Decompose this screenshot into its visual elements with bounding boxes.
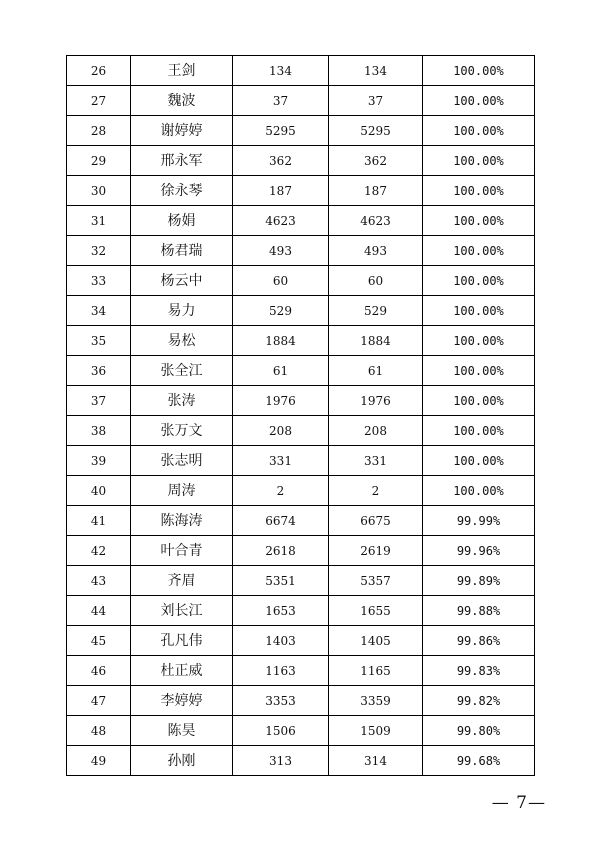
row-number-cell: 40 — [67, 476, 131, 506]
count-b-cell: 5295 — [329, 116, 423, 146]
row-number-cell: 44 — [67, 596, 131, 626]
name-cell: 杨娟 — [131, 206, 233, 236]
count-b-cell: 61 — [329, 356, 423, 386]
table-row — [67, 236, 535, 266]
name-cell: 谢婷婷 — [131, 116, 233, 146]
table-body — [67, 56, 535, 776]
count-b-cell: 3359 — [329, 686, 423, 716]
table-row — [67, 266, 535, 296]
name-cell: 杨云中 — [131, 266, 233, 296]
table-row — [67, 506, 535, 536]
page-number: — 7— — [491, 793, 546, 813]
name-cell: 李婷婷 — [131, 686, 233, 716]
count-b-cell: 493 — [329, 236, 423, 266]
count-b-cell: 187 — [329, 176, 423, 206]
name-cell: 徐永琴 — [131, 176, 233, 206]
name-cell: 陈昊 — [131, 716, 233, 746]
name-cell: 易力 — [131, 296, 233, 326]
row-number-cell: 26 — [67, 56, 131, 86]
count-a-cell: 4623 — [233, 206, 329, 236]
row-number-cell: 46 — [67, 656, 131, 686]
percentage-cell: 100.00% — [423, 236, 535, 266]
name-cell: 张志明 — [131, 446, 233, 476]
count-a-cell: 60 — [233, 266, 329, 296]
row-number-cell: 47 — [67, 686, 131, 716]
row-number-cell: 32 — [67, 236, 131, 266]
percentage-cell: 100.00% — [423, 266, 535, 296]
count-a-cell: 3353 — [233, 686, 329, 716]
count-b-cell: 37 — [329, 86, 423, 116]
percentage-cell: 100.00% — [423, 416, 535, 446]
table-row — [67, 596, 535, 626]
count-b-cell: 362 — [329, 146, 423, 176]
name-cell: 陈海涛 — [131, 506, 233, 536]
row-number-cell: 28 — [67, 116, 131, 146]
percentage-cell: 100.00% — [423, 116, 535, 146]
name-cell: 张万文 — [131, 416, 233, 446]
count-a-cell: 362 — [233, 146, 329, 176]
count-b-cell: 1976 — [329, 386, 423, 416]
percentage-cell: 99.86% — [423, 626, 535, 656]
row-number-cell: 30 — [67, 176, 131, 206]
percentage-cell: 99.82% — [423, 686, 535, 716]
percentage-cell: 99.96% — [423, 536, 535, 566]
name-cell: 易松 — [131, 326, 233, 356]
table-row — [67, 56, 535, 86]
count-a-cell: 5351 — [233, 566, 329, 596]
count-a-cell: 1976 — [233, 386, 329, 416]
count-a-cell: 313 — [233, 746, 329, 776]
count-a-cell: 187 — [233, 176, 329, 206]
percentage-cell: 100.00% — [423, 296, 535, 326]
count-b-cell: 2619 — [329, 536, 423, 566]
name-cell: 张涛 — [131, 386, 233, 416]
name-cell: 齐眉 — [131, 566, 233, 596]
table-row — [67, 626, 535, 656]
count-a-cell: 37 — [233, 86, 329, 116]
table-row — [67, 746, 535, 776]
count-b-cell: 208 — [329, 416, 423, 446]
name-cell: 王剑 — [131, 56, 233, 86]
row-number-cell: 29 — [67, 146, 131, 176]
percentage-cell: 99.88% — [423, 596, 535, 626]
count-a-cell: 1403 — [233, 626, 329, 656]
row-number-cell: 43 — [67, 566, 131, 596]
count-b-cell: 4623 — [329, 206, 423, 236]
count-b-cell: 331 — [329, 446, 423, 476]
table-row — [67, 386, 535, 416]
table-row — [67, 686, 535, 716]
count-a-cell: 1163 — [233, 656, 329, 686]
row-number-cell: 33 — [67, 266, 131, 296]
name-cell: 周涛 — [131, 476, 233, 506]
row-number-cell: 34 — [67, 296, 131, 326]
count-b-cell: 2 — [329, 476, 423, 506]
row-number-cell: 41 — [67, 506, 131, 536]
name-cell: 杨君瑞 — [131, 236, 233, 266]
row-number-cell: 27 — [67, 86, 131, 116]
table-row — [67, 326, 535, 356]
count-b-cell: 1655 — [329, 596, 423, 626]
percentage-cell: 99.99% — [423, 506, 535, 536]
count-a-cell: 1653 — [233, 596, 329, 626]
percentage-cell: 100.00% — [423, 176, 535, 206]
row-number-cell: 31 — [67, 206, 131, 236]
name-cell: 邢永军 — [131, 146, 233, 176]
percentage-cell: 99.89% — [423, 566, 535, 596]
percentage-cell: 100.00% — [423, 146, 535, 176]
table-row — [67, 566, 535, 596]
count-b-cell: 5357 — [329, 566, 423, 596]
count-a-cell: 493 — [233, 236, 329, 266]
table-row — [67, 416, 535, 446]
count-b-cell: 60 — [329, 266, 423, 296]
count-a-cell: 208 — [233, 416, 329, 446]
count-b-cell: 314 — [329, 746, 423, 776]
count-b-cell: 1405 — [329, 626, 423, 656]
table-row — [67, 356, 535, 386]
table-row — [67, 206, 535, 236]
count-a-cell: 529 — [233, 296, 329, 326]
row-number-cell: 39 — [67, 446, 131, 476]
row-number-cell: 42 — [67, 536, 131, 566]
percentage-cell: 99.80% — [423, 716, 535, 746]
count-a-cell: 1884 — [233, 326, 329, 356]
name-cell: 孔凡伟 — [131, 626, 233, 656]
row-number-cell: 36 — [67, 356, 131, 386]
table-row — [67, 86, 535, 116]
row-number-cell: 45 — [67, 626, 131, 656]
percentage-cell: 100.00% — [423, 386, 535, 416]
table-row — [67, 716, 535, 746]
table-row — [67, 536, 535, 566]
percentage-cell: 100.00% — [423, 56, 535, 86]
table-row — [67, 116, 535, 146]
table-row — [67, 176, 535, 206]
row-number-cell: 48 — [67, 716, 131, 746]
name-cell: 孙刚 — [131, 746, 233, 776]
percentage-cell: 100.00% — [423, 446, 535, 476]
percentage-cell: 100.00% — [423, 86, 535, 116]
count-a-cell: 331 — [233, 446, 329, 476]
percentage-cell: 100.00% — [423, 356, 535, 386]
percentage-cell: 100.00% — [423, 476, 535, 506]
percentage-cell: 100.00% — [423, 326, 535, 356]
count-b-cell: 6675 — [329, 506, 423, 536]
name-cell: 张全江 — [131, 356, 233, 386]
count-a-cell: 2 — [233, 476, 329, 506]
count-a-cell: 5295 — [233, 116, 329, 146]
count-b-cell: 1165 — [329, 656, 423, 686]
percentage-cell: 100.00% — [423, 206, 535, 236]
count-a-cell: 6674 — [233, 506, 329, 536]
table-row — [67, 146, 535, 176]
name-cell: 叶合青 — [131, 536, 233, 566]
count-a-cell: 1506 — [233, 716, 329, 746]
table-row — [67, 446, 535, 476]
name-cell: 刘长江 — [131, 596, 233, 626]
data-table — [66, 55, 535, 776]
row-number-cell: 38 — [67, 416, 131, 446]
table-row — [67, 656, 535, 686]
percentage-cell: 99.68% — [423, 746, 535, 776]
row-number-cell: 35 — [67, 326, 131, 356]
count-b-cell: 1509 — [329, 716, 423, 746]
name-cell: 魏波 — [131, 86, 233, 116]
count-b-cell: 1884 — [329, 326, 423, 356]
count-b-cell: 134 — [329, 56, 423, 86]
count-b-cell: 529 — [329, 296, 423, 326]
percentage-cell: 99.83% — [423, 656, 535, 686]
table-row — [67, 296, 535, 326]
count-a-cell: 61 — [233, 356, 329, 386]
row-number-cell: 49 — [67, 746, 131, 776]
table-row — [67, 476, 535, 506]
row-number-cell: 37 — [67, 386, 131, 416]
name-cell: 杜正威 — [131, 656, 233, 686]
count-a-cell: 2618 — [233, 536, 329, 566]
count-a-cell: 134 — [233, 56, 329, 86]
